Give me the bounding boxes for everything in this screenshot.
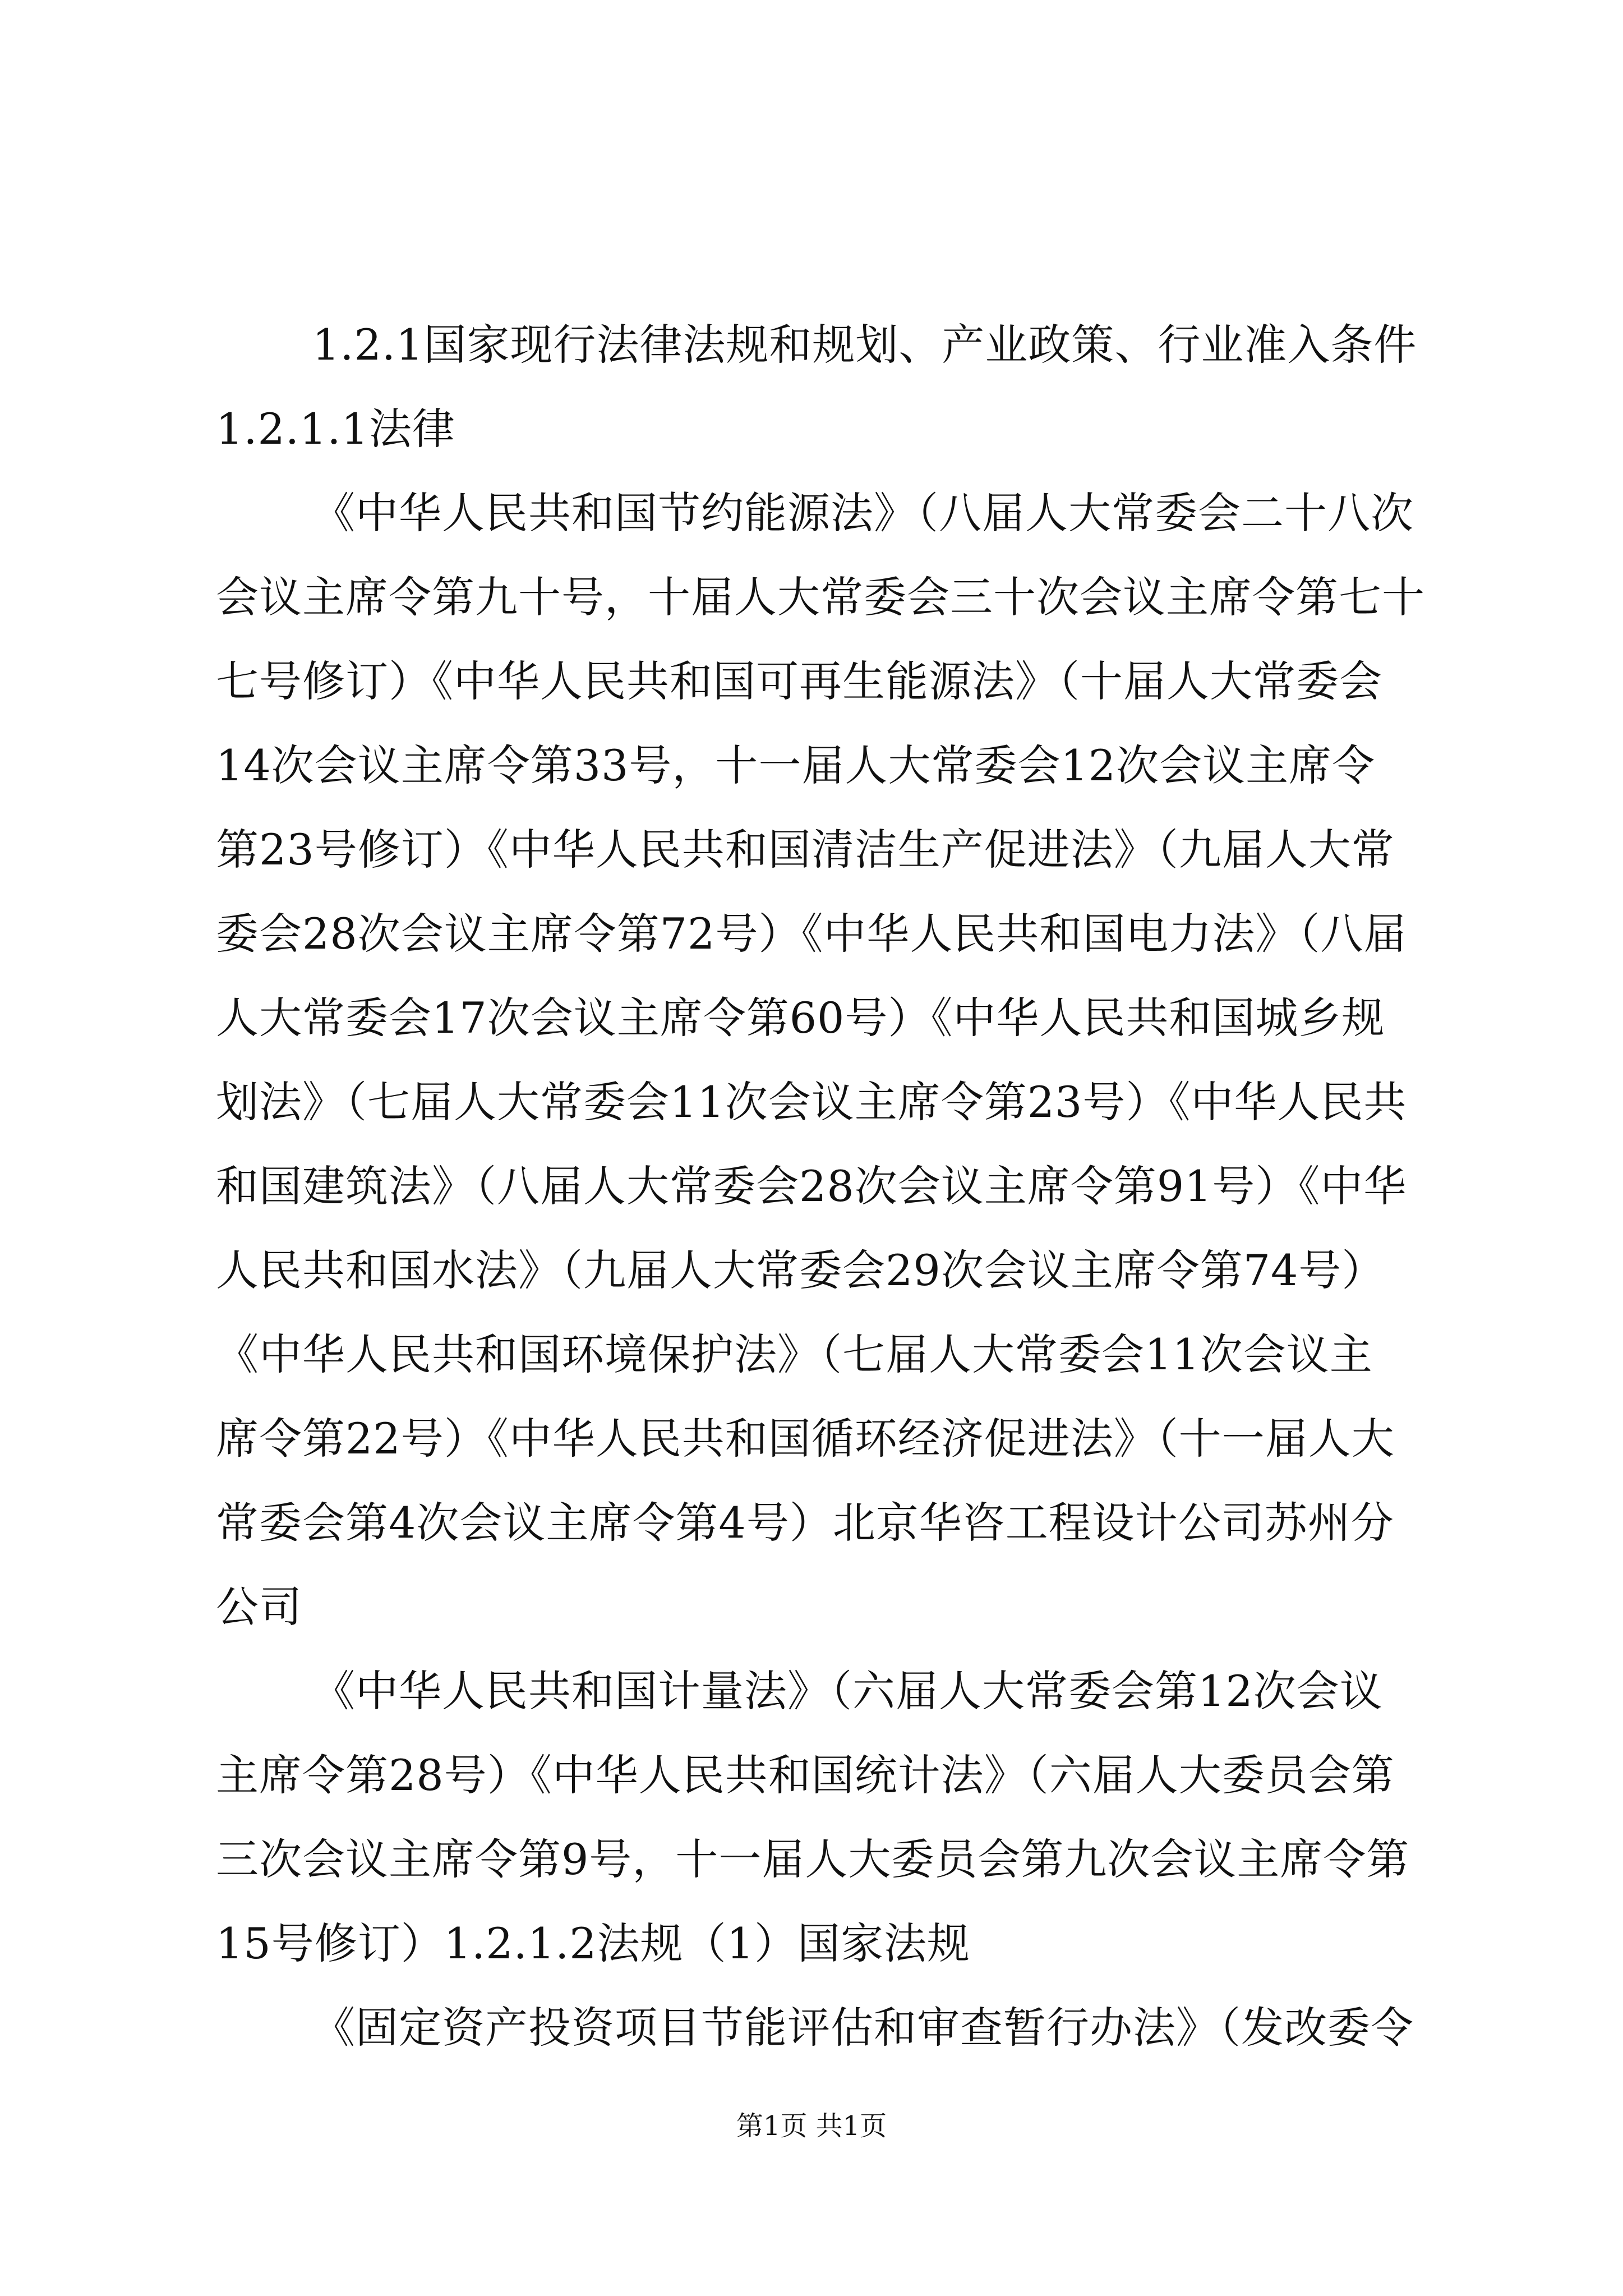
paragraph-line: 《中华人民共和国环境保护法》（七届人大常委会11次会议主	[216, 1329, 1373, 1379]
paragraph-line: 常委会第4次会议主席令第4号）北京华咨工程设计公司苏州分	[216, 1498, 1394, 1548]
paragraph-line: 《中华人民共和国计量法》（六届人大常委会第12次会议	[312, 1666, 1383, 1716]
paragraph-line: 14次会议主席令第33号，十一届人大常委会12次会议主席令	[216, 740, 1376, 790]
paragraph-line: 《固定资产投资项目节能评估和审查暂行办法》（发改委令	[312, 2003, 1414, 2053]
document-body	[216, 303, 1425, 2070]
section-heading: 1.2.1国家现行法律法规和规划、产业政策、行业准入条件	[312, 320, 1417, 370]
paragraph-line: 15号修订）1.2.1.2法规（1）国家法规	[216, 1918, 970, 1968]
paragraph-line: 三次会议主席令第9号，十一届人大委员会第九次会议主席令第	[216, 1834, 1410, 1884]
paragraph-line: 第23号修订）《中华人民共和国清洁生产促进法》（九届人大常	[216, 825, 1395, 875]
page-number-footer: 第1页 共1页	[736, 2110, 887, 2142]
paragraph-line: 划法》（七届人大常委会11次会议主席令第23号）《中华人民共	[216, 1077, 1407, 1127]
paragraph-line: 委会28次会议主席令第72号）《中华人民共和国电力法》（八届	[216, 909, 1407, 959]
paragraph-line: 公司	[216, 1582, 302, 1632]
paragraph-line: 席令第22号）《中华人民共和国循环经济促进法》（十一届人大	[216, 1414, 1395, 1464]
paragraph-line: 《中华人民共和国节约能源法》（八届人大常委会二十八次	[312, 488, 1414, 538]
paragraph-line: 会议主席令第九十号，十届人大常委会三十次会议主席令第七十	[216, 572, 1425, 622]
paragraph-line: 七号修订）《中华人民共和国可再生能源法》（十届人大常委会	[216, 656, 1382, 706]
paragraph-line: 和国建筑法》（八届人大常委会28次会议主席令第91号）《中华	[216, 1161, 1407, 1211]
paragraph-line: 人民共和国水法》（九届人大常委会29次会议主席令第74号）	[216, 1245, 1385, 1295]
subsection-heading: 1.2.1.1法律	[216, 404, 455, 454]
paragraph-line: 主席令第28号）《中华人民共和国统计法》（六届人大委员会第	[216, 1750, 1395, 1800]
paragraph-line: 人大常委会17次会议主席令第60号）《中华人民共和国城乡规	[216, 993, 1385, 1043]
